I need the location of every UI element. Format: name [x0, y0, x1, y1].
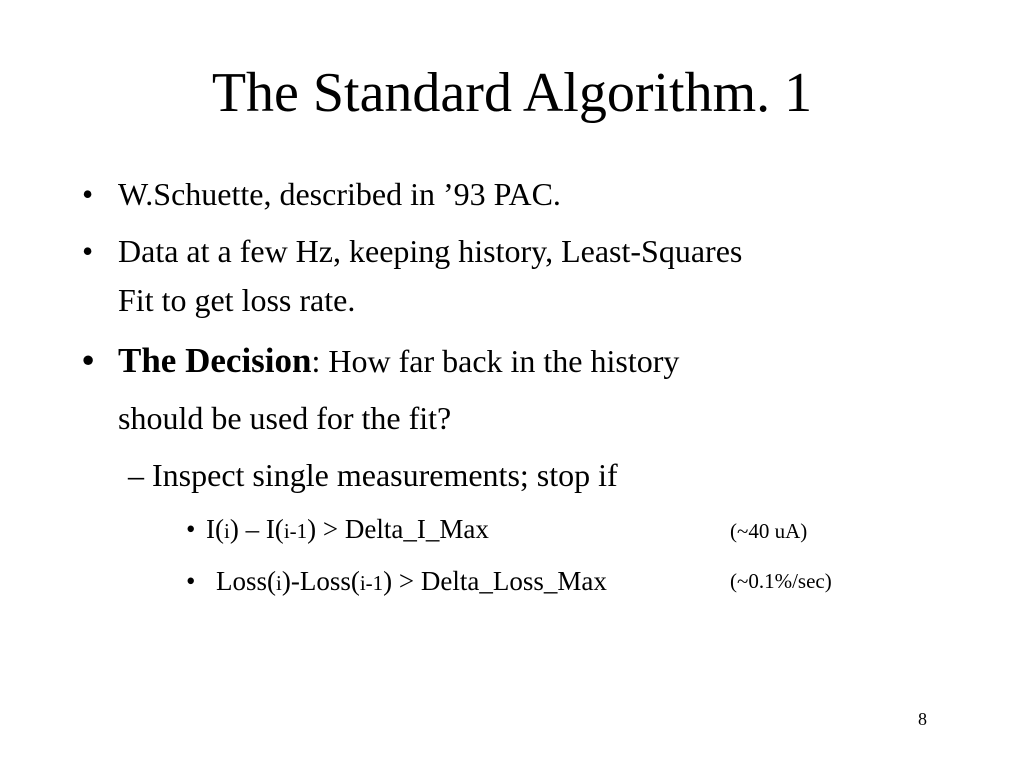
condition-loss: Loss(i)-Loss(i-1) > Delta_Loss_Max — [216, 566, 607, 596]
bullet-marker: • — [186, 514, 196, 544]
bullet-2-text-line-2: Fit to get loss rate. — [118, 282, 356, 318]
decision-question-start: How far back in the history — [328, 343, 680, 379]
bullet-1-text: W.Schuette, described in ’93 PAC. — [118, 176, 561, 212]
sub-bullet-text: Inspect single measurements; stop if — [152, 457, 618, 493]
bullet-2-text-line-1: Data at a few Hz, keeping history, Least-Squares — [118, 233, 743, 269]
bullet-marker: • — [82, 233, 94, 269]
decision-colon: : — [311, 343, 321, 379]
delta-i-max: Delta_I_Max — [344, 514, 489, 544]
current-threshold-note: (~40 uA) — [730, 519, 808, 543]
dash-marker: – — [128, 457, 144, 493]
slide-title: The Standard Algorithm. 1 — [211, 62, 813, 124]
delta-loss-max: Delta_Loss_Max — [420, 566, 607, 596]
bullet-marker: • — [186, 566, 196, 596]
decision-label: The Decision — [118, 341, 312, 380]
sub-bullet — [128, 455, 618, 495]
loss-threshold-note: (~0.1%/sec) — [730, 569, 832, 593]
bullet-3-text-line-2: should be used for the fit? — [118, 400, 452, 436]
bullet-3-text-line-1 — [118, 338, 679, 391]
page-number: 8 — [918, 709, 927, 729]
bullet-marker: • — [82, 176, 94, 212]
bullet-marker: • — [82, 341, 95, 380]
condition-current: I(i) – I(i-1) > Delta_I_Max — [206, 514, 489, 544]
